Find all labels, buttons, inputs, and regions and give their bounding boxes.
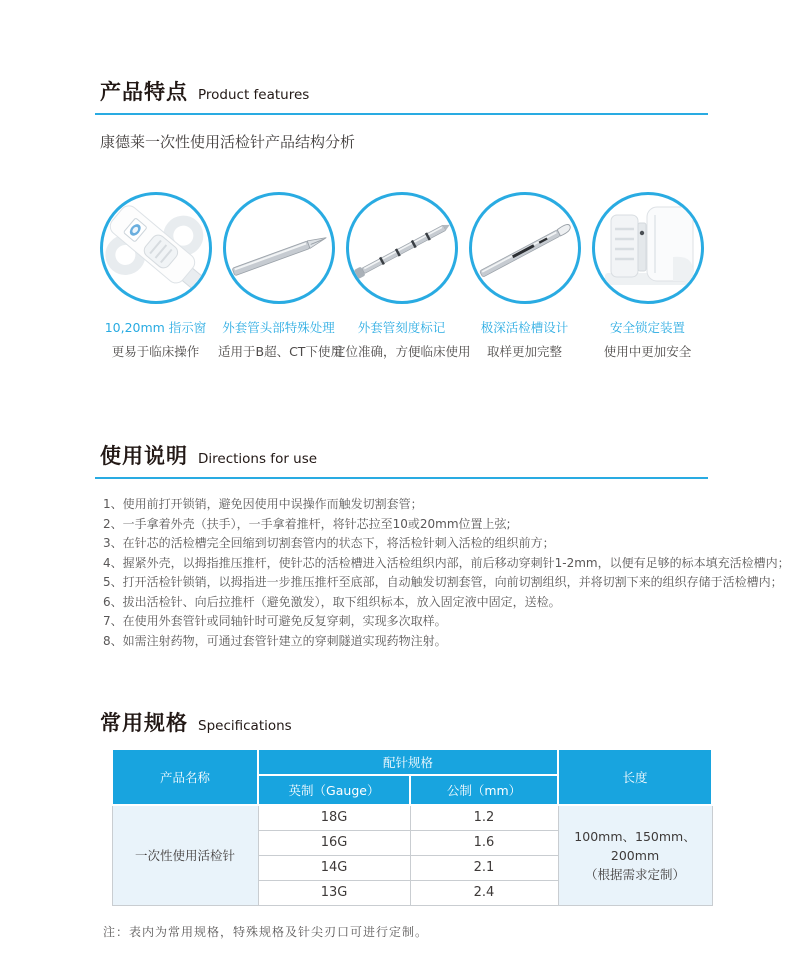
direction-step: 1、使用前打开锁销，避免因使用中误操作而触发切割套管；	[103, 497, 423, 511]
safety-lock-image	[592, 192, 704, 304]
feature-desc: 使用中更加安全	[603, 344, 692, 359]
heading-en: Specifications	[198, 718, 292, 734]
heading-cn: 产品特点	[100, 80, 188, 104]
feature-desc: 定位准确，方便临床使用	[333, 344, 471, 359]
feature-desc: 适用于B超、CT下使用	[218, 344, 343, 359]
length-line1: 100mm、150mm、200mm	[574, 828, 696, 863]
heading-rule	[95, 113, 708, 115]
direction-step: 2、一手拿着外壳（扶手），一手拿着推杆，将针芯拉至10或20mm位置上弦;	[103, 516, 511, 531]
features-subtitle: 康德莱一次性使用活检针产品结构分析	[100, 133, 356, 151]
cell-metric: 1.6	[410, 830, 558, 855]
direction-step: 7、在使用外套管针或同轴针时可避免反复穿刺，实现多次取样。	[103, 614, 447, 628]
section-directions	[95, 440, 790, 651]
graduated-cannula-icon	[349, 195, 455, 301]
graduated-cannula-image	[346, 192, 458, 304]
cannula-tip-image	[223, 192, 335, 304]
feature-item	[587, 192, 708, 360]
feature-item	[464, 192, 585, 360]
section-heading	[95, 440, 708, 470]
cell-gauge: 13G	[258, 880, 410, 905]
feature-title: 外套管头部特殊处理	[222, 320, 335, 335]
col-header-metric: 公制（mm）	[410, 775, 558, 805]
col-header-gauge: 英制（Gauge）	[258, 775, 410, 805]
section-specifications	[95, 707, 708, 940]
feature-item	[333, 192, 471, 360]
cell-gauge: 14G	[258, 855, 410, 880]
cell-length	[558, 805, 712, 905]
direction-step: 8、如需注射药物，可通过套管针建立的穿刺隧道实现药物注射。	[103, 633, 447, 648]
table-footnote: 注：表内为常用规格，特殊规格及针尖刃口可进行定制。	[103, 924, 429, 939]
feature-title: 10,20mm 指示窗	[104, 320, 207, 335]
direction-steps	[95, 495, 790, 651]
direction-step: 6、拔出活检针、向后拉推杆（避免激发），取下组织标本，放入固定液中固定，送检。	[103, 594, 561, 609]
heading-cn: 常用规格	[100, 711, 188, 735]
feature-title: 外套管刻度标记	[357, 320, 446, 335]
direction-step: 5、打开活检针锁销，以拇指进一步推压推杆至底部，自动触发切割套管，向前切割组织，并将切割下来的组织存储于活检槽内；	[103, 575, 783, 589]
cannula-tip-icon	[226, 195, 332, 301]
col-header-length: 长度	[558, 749, 712, 805]
feature-list	[95, 192, 708, 360]
biopsy-notch-image	[469, 192, 581, 304]
section-heading	[95, 707, 708, 737]
cell-metric: 2.4	[410, 880, 558, 905]
safety-lock-icon	[595, 195, 701, 301]
cell-product-name: 一次性使用活检针	[112, 805, 258, 905]
direction-step: 4、握紧外壳，以拇指推压推杆，使针芯的活检槽进入活检组织内部，前后移动穿刺针1-2mm，以便有足够的标本填充活检槽内；	[103, 555, 790, 570]
col-header-product-name: 产品名称	[112, 749, 258, 805]
feature-item	[95, 192, 216, 360]
length-line2: （根据需求定制）	[585, 866, 686, 882]
cell-metric: 2.1	[410, 855, 558, 880]
direction-step: 3、在针芯的活检槽完全回缩到切割套管内的状态下，将活检针刺入活检的组织前方；	[103, 536, 555, 550]
cell-gauge: 18G	[258, 805, 410, 830]
specifications-table	[111, 748, 713, 906]
biopsy-gun-icon	[103, 195, 209, 301]
feature-desc: 更易于临床操作	[111, 344, 200, 359]
biopsy-notch-icon	[472, 195, 578, 301]
feature-item	[218, 192, 343, 360]
feature-desc: 取样更加完整	[486, 344, 562, 359]
heading-cn: 使用说明	[100, 444, 188, 468]
col-header-needle-spec: 配针规格	[258, 749, 558, 775]
section-product-features	[95, 76, 708, 360]
feature-title: 安全锁定装置	[609, 320, 685, 335]
cell-metric: 1.2	[410, 805, 558, 830]
section-heading	[95, 76, 708, 106]
feature-title: 极深活检槽设计	[480, 320, 569, 335]
biopsy-gun-image	[100, 192, 212, 304]
heading-en: Directions for use	[198, 451, 318, 467]
heading-rule	[95, 477, 708, 479]
cell-gauge: 16G	[258, 830, 410, 855]
heading-en: Product features	[198, 87, 310, 103]
